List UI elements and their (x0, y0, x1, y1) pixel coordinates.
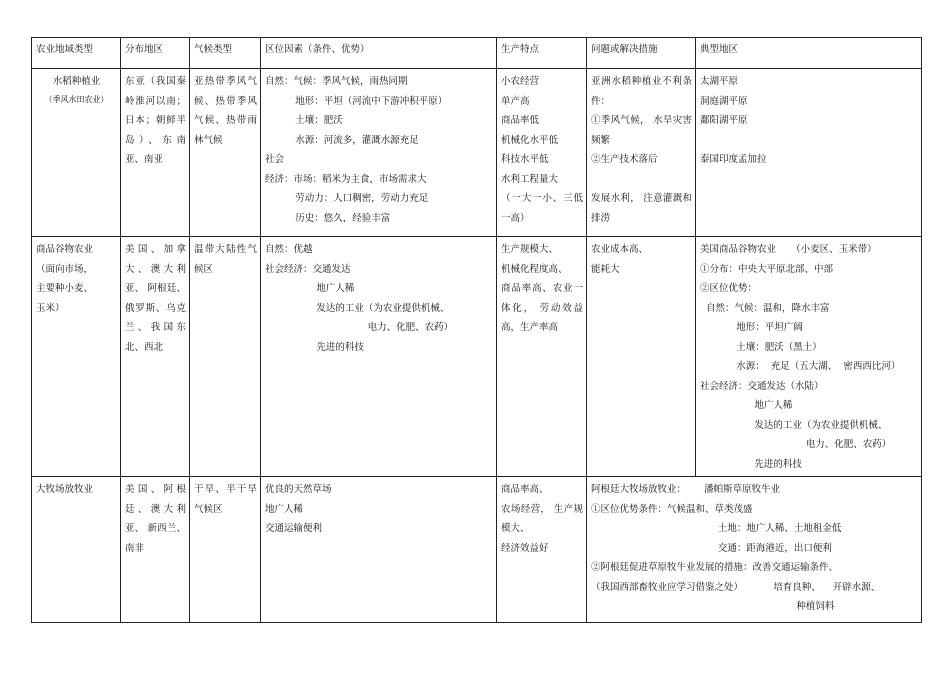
grain-typical-line: ②区位优势： (700, 283, 758, 294)
rice-feature: 科技水平低 (501, 154, 549, 165)
ranch-factor-line: 交通运输便利 (265, 523, 323, 534)
grain-climate-cell (190, 237, 261, 477)
ranch-solution-line: 种植饲料 (591, 601, 835, 612)
grain-typical-line: 先进的科技 (700, 458, 802, 470)
grain-factor-line: 先进的科技 (265, 341, 364, 353)
ranch-solution-line: 阿根廷大牧场放牧业： 潘帕斯草原牧牛业 (591, 484, 781, 495)
header-features: 生产特点 (497, 38, 587, 69)
ranch-feature: 经济效益好 (501, 542, 549, 554)
rice-problem: ②生产技术落后 (591, 154, 658, 165)
grain-typical-line: 水源： 充足（五大湖、 密西西比河） (700, 361, 901, 372)
rice-climate-cell (190, 69, 261, 237)
rice-feature: 小农经营 (501, 76, 540, 87)
grain-typical-line: 地广人稀 (700, 400, 793, 411)
ranch-feature: 商品率高、 (501, 484, 549, 495)
grain-type-cell (32, 237, 121, 477)
grain-factor-line: 地广人稀 (265, 283, 355, 294)
grain-factor-line: 发达的工业（为农业提供机械、 (265, 302, 450, 314)
rice-type-cell (32, 69, 121, 237)
ranch-features-cell (497, 477, 587, 623)
ranch-distribution: 美国、阿根廷、澳大利亚、 新西兰、南非 (125, 484, 186, 554)
rice-factor-line: 经济：市场：稻米为主食，市场需求大 (265, 173, 427, 185)
grain-features-cell (497, 237, 587, 477)
grain-typical-line: 社会经济：交通发达（水陆） (700, 380, 824, 392)
rice-typical-region: 太湖平原 (700, 76, 739, 87)
ranch-solution-line: 交通：距海港近，出口便利 (591, 542, 832, 554)
grain-problem: 农业成本高、 (591, 244, 649, 255)
ranch-solution-line: ②阿根廷促进草原牧牛业发展的措施：改善交通运输条件、 (591, 562, 839, 573)
grain-factor-line: 自然：优越 (265, 244, 313, 255)
rice-factor-line: 自然：气候：季风气候，雨热同期 (265, 76, 408, 87)
ranch-feature: 农场经营， 生产规模大、 (501, 503, 583, 534)
rice-problem-spacer (591, 170, 692, 190)
grain-problems-cell (587, 237, 696, 477)
table-row-ranching (32, 477, 922, 623)
rice-typical-region: 鄱阳湖平原 (700, 115, 748, 126)
grain-feature: 机械化程度高、 (501, 263, 568, 275)
ranch-climate: 干旱、半干旱气候区 (194, 484, 257, 515)
rice-problem: 亚洲水稻种植业不利条件： (591, 76, 692, 107)
table-row-rice (32, 69, 922, 237)
rice-factor-line: 社会 (265, 154, 285, 165)
rice-factor-line: 劳动力：人口稠密，劳动力充足 (265, 193, 429, 204)
grain-distribution: 美国、加拿大、澳大利亚、 阿根廷、 俄罗斯、乌克兰、我国东北、西北 (125, 244, 186, 353)
agriculture-table-sheet (31, 37, 922, 623)
header-type: 农业地域类型 (32, 38, 121, 69)
grain-feature: 商品率高、农业一体化， 劳动效益高，生产率高 (501, 283, 583, 333)
rice-typical-region: 洞庭湖平原 (700, 95, 748, 107)
grain-feature: 生产规模大、 (501, 244, 559, 255)
rice-distribution-cell (121, 69, 190, 237)
rice-factor-line: 水源：河流多，灌溉水源充足 (265, 134, 419, 146)
ranch-factor-line: 优良的天然草场 (265, 484, 332, 495)
grain-distribution-cell (121, 237, 190, 477)
rice-feature: 商品率低 (501, 115, 540, 126)
header-factors: 区位因素（条件、优势） (261, 38, 497, 69)
grain-typical-cell (696, 237, 922, 477)
ranch-solution-line: ①区位优势条件：气候温和、草类茂盛 (591, 503, 753, 515)
header-climate: 气候类型 (190, 38, 261, 69)
grain-climate: 温带大陆性气候区 (194, 244, 257, 275)
grain-typical-line: 电力、化肥、农药） (700, 439, 892, 450)
rice-factor-line: 土壤：肥沃 (265, 115, 343, 126)
ranch-climate-cell (190, 477, 261, 623)
rice-type-note: （季风水田农业） (44, 94, 109, 104)
ranch-solution-line: （我国西部畜牧业应学习借鉴之处） 培育良种、 开辟水源、 (591, 581, 881, 593)
rice-feature: 单产高 (501, 95, 530, 107)
grain-type-note: 主要种小麦、 (36, 283, 94, 294)
rice-distribution: 东亚（我国秦岭淮河以南；日本；朝鲜半岛）、东南亚、南亚 (125, 76, 186, 165)
rice-features-cell (497, 69, 587, 237)
rice-climate: 亚热带季风气候、热带季风气候、热带雨林气候 (194, 76, 257, 146)
rice-problem: ①季风气候， 水旱灾害频繁 (591, 115, 692, 146)
rice-feature: 水利工程量大 (501, 173, 559, 185)
grain-typical-line: 地形：平坦广阔 (700, 322, 803, 333)
ranch-solutions-cell (587, 477, 922, 623)
ranch-solution-line: 土地：地广人稀、土地租金低 (591, 523, 842, 534)
header-distribution: 分布地区 (121, 38, 190, 69)
rice-factor-line: 地形：平坦（河流中下游冲积平原） (265, 95, 448, 107)
rice-factors-cell (261, 69, 497, 237)
grain-typical-line: 美国商品谷物农业 （小麦区、玉米带） (700, 244, 877, 255)
header-problems: 问题或解决措施 (587, 38, 696, 69)
rice-solution: 发展水利， 注意灌溉和排涝 (591, 193, 692, 224)
rice-feature-summary: （一大一小、三低一高） (501, 193, 583, 224)
ranch-factor-line: 地广人稀 (265, 503, 304, 515)
grain-typical-line: ①分布：中央大平原北部、中部 (700, 263, 834, 275)
ranch-type-cell (32, 477, 121, 623)
ranch-type: 大牧场放牧业 (36, 484, 94, 495)
grain-factors-cell (261, 237, 497, 477)
rice-problems-cell (587, 69, 696, 237)
table-header-row (32, 38, 922, 69)
grain-factor-line: 社会经济：交通发达 (265, 263, 351, 275)
grain-typical-line: 土壤：肥沃（黑土） (700, 341, 822, 353)
rice-type: 水稻种植业 (52, 76, 101, 87)
grain-type: 商品谷物农业 (36, 244, 94, 255)
grain-typical-line: 发达的工业（为农业提供机械、 (700, 419, 888, 431)
agriculture-regions-table (31, 37, 922, 623)
rice-typical-spacer (700, 131, 918, 151)
rice-typical-cell (696, 69, 922, 237)
header-typical: 典型地区 (696, 38, 922, 69)
grain-type-note: 玉米） (36, 302, 65, 314)
ranch-distribution-cell (121, 477, 190, 623)
table-row-grain (32, 237, 922, 477)
grain-problem: 能耗大 (591, 263, 620, 275)
rice-typical-region: 泰国印度孟加拉 (700, 154, 767, 165)
rice-feature: 机械化水平低 (501, 134, 559, 146)
grain-type-note: （面向市场， (36, 263, 94, 275)
grain-factor-line: 电力、化肥、农药） (265, 322, 454, 333)
rice-factor-line: 历史：悠久，经验丰富 (265, 212, 391, 224)
grain-typical-line: 自然：气候：温和，降水丰富 (700, 302, 830, 314)
ranch-factors-cell (261, 477, 497, 623)
